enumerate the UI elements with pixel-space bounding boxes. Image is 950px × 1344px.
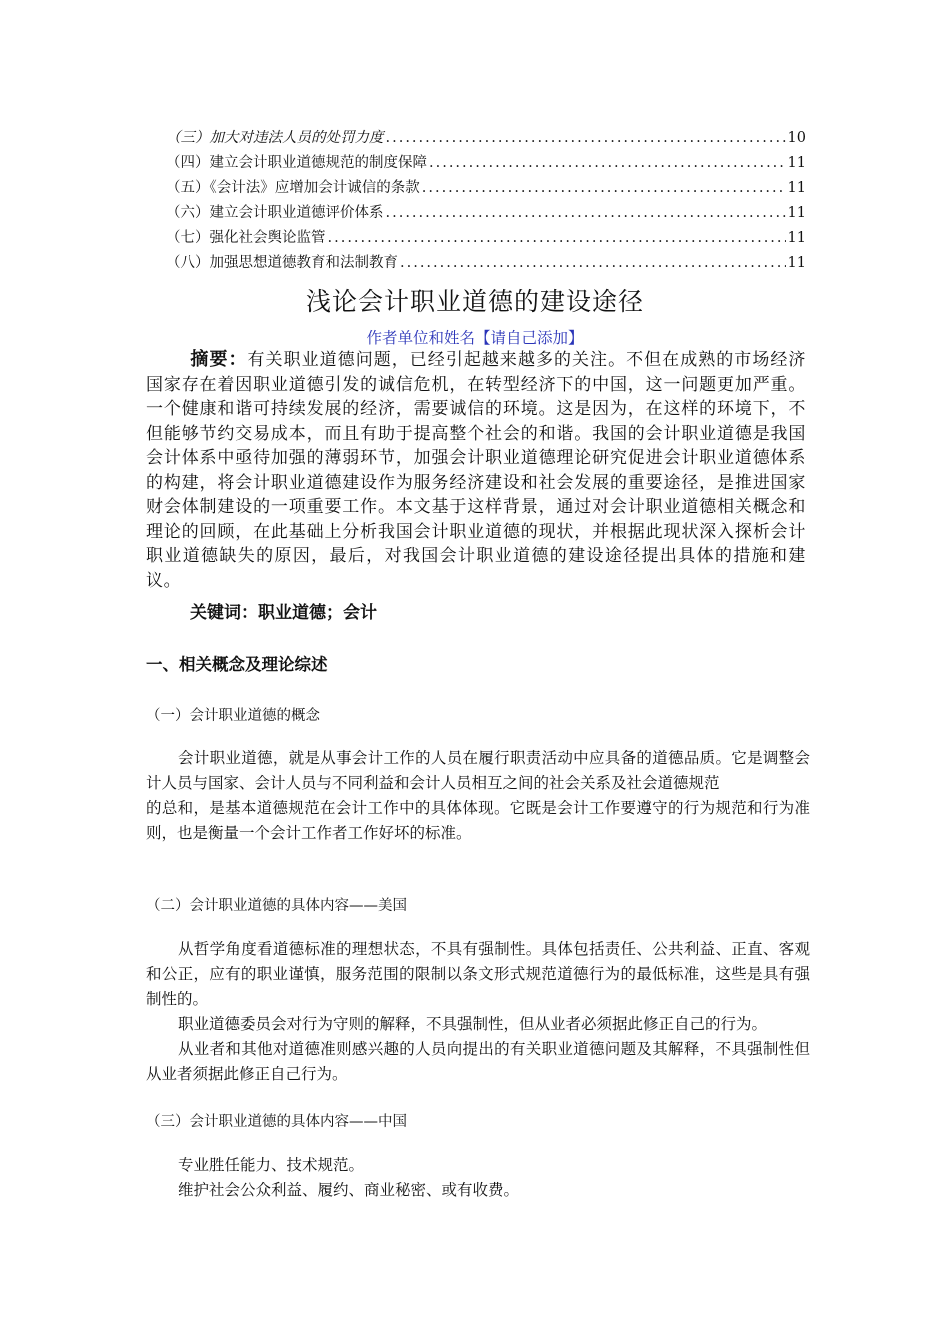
paragraph-block (146, 1153, 810, 1203)
paragraph: 从业者和其他对道德准则感兴趣的人员向提出的有关职业道德问题及其解释，不具强制性但从业者须据此修正自己行为。 (146, 1040, 810, 1083)
toc-entry-title: （三）加大对违法人员的处罚力度 (166, 130, 384, 146)
toc-entry-title: （五）《会计法》应增加会计诚信的条款 (166, 180, 420, 196)
paragraph: 的总和，是基本道德规范在会计工作中的具体体现。它既是会计工作要遵守的行为规范和行为准则，也是衡量一个会计工作者工作好坏的标准。 (146, 799, 810, 842)
toc-leader-dots (386, 201, 786, 226)
subsection-heading: （一）会计职业道德的概念 (146, 708, 320, 724)
abstract-text: 有关职业道德问题，已经引起越来越多的关注。不但在成熟的市场经济国家存在着因职业道德引发的诚信危机，在转型经济下的中国，这一问题更加严重。一个健康和谐可持续发展的经济，需要诚信的环境。这是因为，在这样的环境下，不但能够节约交易成本，而且有助于提高整个社会的和谐。我国的会计职业道德是我国会计体系中亟待加强的薄弱环节，加强会计职业道德理论研究促进会计职业道德体系的构建，将会计职业道德建设作为服务经济建设和社会发展的重要途径，是推进国家财会体制建设的一项重要工作。本文基于这样背景，通过对会计职业道德相关概念和理论的回顾，在此基础上分析我国会计职业道德的现状，并根据此现状深入探析会计职业道德缺失的原因，最后，对我国会计职业道德的建设途径提出具体的措施和建议。 (146, 350, 806, 591)
keywords-text: 职业道德；会计 (258, 603, 377, 623)
author-line: 作者单位和姓名【请自己添加】 (366, 329, 584, 347)
subsection-heading: （二）会计职业道德的具体内容——美国 (146, 898, 407, 914)
paragraph: 维护社会公众利益、履约、商业秘密、或有收费。 (178, 1181, 520, 1199)
keywords (190, 598, 377, 623)
subsection-heading: （三）会计职业道德的具体内容——中国 (146, 1114, 407, 1130)
paragraph-block (146, 937, 810, 1087)
toc-entry-title: （四）建立会计职业道德规范的制度保障 (166, 155, 427, 171)
abstract (146, 348, 806, 593)
toc-entry[interactable] (166, 151, 806, 176)
paragraph: 会计职业道德，就是从事会计工作的人员在履行职责活动中应具备的道德品质。它是调整会计人员与国家、会计人员与不同利益和会计人员相互之间的社会关系及社会道德规范 (146, 749, 810, 792)
toc-entry-page: 11 (787, 205, 806, 221)
paragraph: 职业道德委员会对行为守则的解释，不具强制性，但从业者必须据此修正自己的行为。 (178, 1015, 768, 1033)
toc-entry-title: （八）加强思想道德教育和法制教育 (166, 255, 398, 271)
paragraph: 专业胜任能力、技术规范。 (178, 1156, 365, 1174)
paragraph-block (146, 746, 810, 846)
toc-entry-title: （七）强化社会舆论监管 (166, 230, 326, 246)
section-heading: 一、相关概念及理论综述 (146, 655, 328, 674)
toc-entry-title: （六）建立会计职业道德评价体系 (166, 205, 384, 221)
abstract-label: 摘要： (190, 349, 248, 370)
keywords-label: 关键词： (190, 603, 258, 623)
toc-leader-dots (422, 176, 786, 201)
document-title: 浅论会计职业道德的建设途径 (305, 287, 644, 316)
toc-entry[interactable] (166, 226, 806, 251)
toc-entry-page: 10 (787, 130, 806, 146)
toc-entry-page: 11 (787, 155, 806, 171)
paragraph: 从哲学角度看道德标准的理想状态，不具有强制性。具体包括责任、公共利益、正直、客观和公正，应有的职业谨慎，服务范围的限制以条文形式规范道德行为的最低标准，这些是具有强制性的。 (146, 940, 810, 1008)
toc-entry[interactable] (166, 251, 806, 276)
toc-leader-dots (400, 251, 786, 276)
toc-leader-dots (328, 226, 786, 251)
toc-entry[interactable] (166, 201, 806, 226)
table-of-contents (166, 126, 806, 276)
toc-entry-page: 11 (787, 230, 806, 246)
toc-entry[interactable] (166, 126, 806, 151)
toc-entry-page: 11 (787, 180, 806, 196)
toc-leader-dots (386, 126, 786, 151)
toc-leader-dots (429, 151, 786, 176)
toc-entry[interactable] (166, 176, 806, 201)
toc-entry-page: 11 (787, 255, 806, 271)
